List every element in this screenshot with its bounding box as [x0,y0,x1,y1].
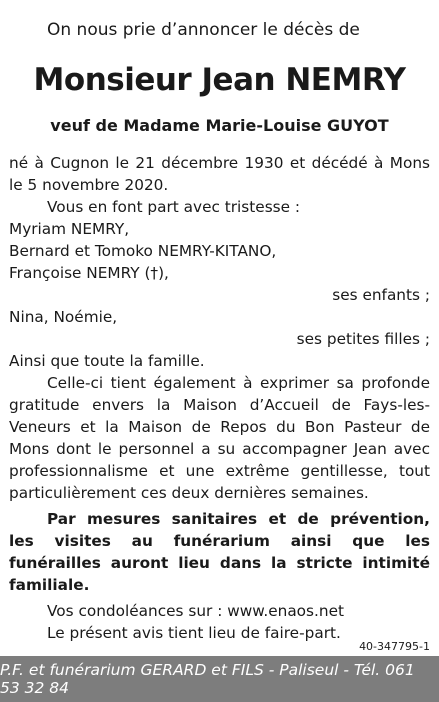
intro-text: On nous prie d’annoncer le décès de [47,20,360,40]
child-line: Bernard et Tomoko NEMRY-KITANO, [9,242,277,260]
grandchildren-text: Nina, Noémie, [9,308,118,326]
child-line: Françoise NEMRY (†), [9,264,169,282]
child-line: Myriam NEMRY, [9,220,130,238]
funeral-home-footer: P.F. et funérarium GERARD et FILS - Paliseul - Tél. 061 53 32 84 [0,656,439,702]
widower-of: veuf de Madame Marie-Louise GUYOT [50,116,389,135]
children-label: ses enfants ; [332,286,430,304]
reference-number: 40-347795-1 [359,640,430,653]
notice-body [9,152,430,644]
gratitude-text: Celle-ci tient également à exprimer sa profonde gratitude envers la Maison d’Accueil de Fays-les-Veneurs et la Maison de Repos du Bon Pasteur de Mons dont le personnel a su accompagner Jean avec professionnalisme et une extrême gentillesse, tout particulièrement ces deux dernières semaines. [9,374,430,502]
announcement-text: Vous en font part avec tristesse : [47,198,301,216]
condolences-text: Vos condoléances sur : www.enaos.net [47,602,344,620]
faire-part-text: Le présent avis tient lieu de faire-part. [47,624,341,642]
sanitary-text: Par mesures sanitaires et de prévention, les visites au funérarium ainsi que les funérailles auront lieu dans la stricte intimité familiale. [9,510,430,594]
grandchildren-label: ses petites filles ; [296,330,430,348]
family-text: Ainsi que toute la famille. [9,352,205,370]
deceased-name: Monsieur Jean NEMRY [33,62,406,98]
birth-death-text: né à Cugnon le 21 décembre 1930 et décédé à Mons le 5 novembre 2020. [9,154,430,194]
